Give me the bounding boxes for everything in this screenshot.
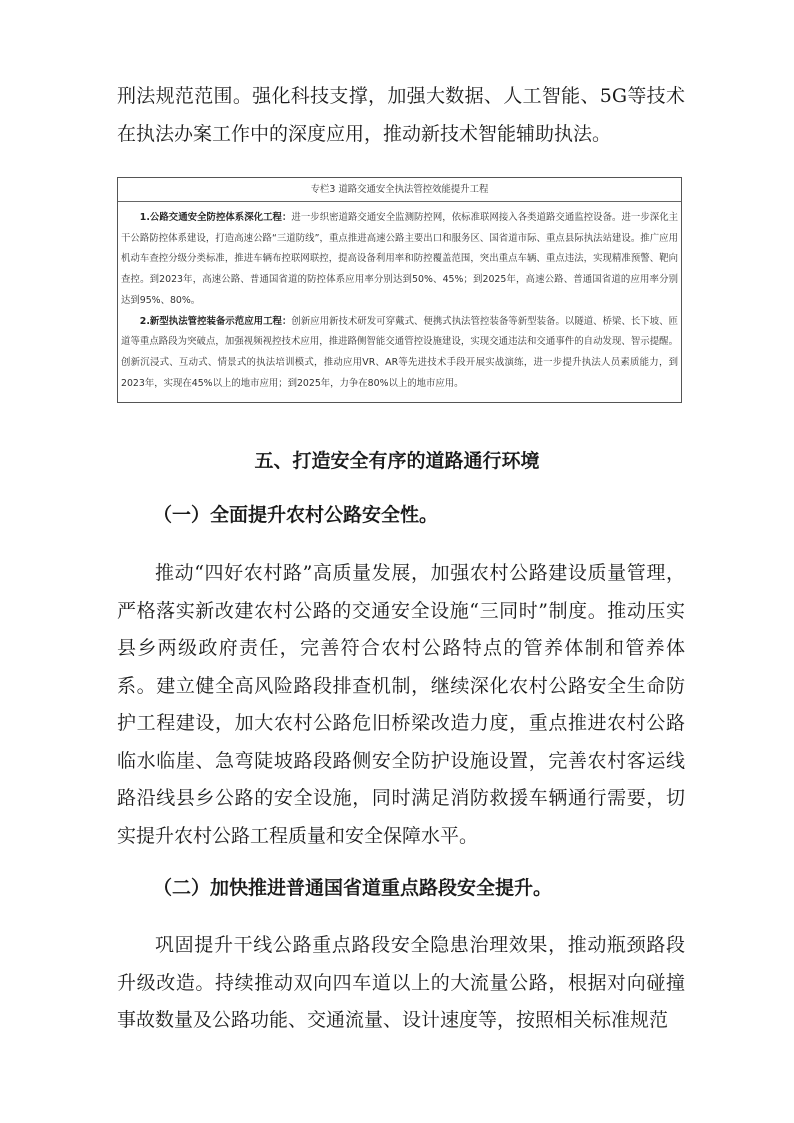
special-column-title: 专栏3 道路交通安全执法管控效能提升工程 — [118, 178, 681, 202]
column-item-1 — [121, 208, 678, 312]
subsection-1-title: （一）全面提升农村公路安全性。 — [153, 504, 439, 526]
column-item-2-heading: 2.新型执法管控装备示范应用工程： — [139, 315, 292, 327]
intro-paragraph: 刑法规范范围。强化科技支撑，加强大数据、人工智能、5G等技术在执法办案工作中的深度应用，推动新技术智能辅助执法。 — [117, 85, 685, 145]
special-column-box — [117, 177, 682, 403]
rural-road-paragraph: 推动“四好农村路”高质量发展，加强农村公路建设质量管理，严格落实新改建农村公路的交通安全设施“三同时”制度。推动压实县乡两级政府责任，完善符合农村公路特点的管养体制和管养体系。建立健全高风险路段排查机制，继续深化农村公路安全生命防护工程建设，加大农村公路危旧桥梁改造力度，重点推进农村公路临水临崖、急弯陡坡路段路侧安全防护设施设置，完善农村客运线路沿线县乡公路的安全设施，同时满足消防救援车辆通行需要，切实提升农村公路工程质量和安全保障水平。 — [117, 562, 685, 847]
column-item-1-heading: 1.公路交通安全防控体系深化工程： — [139, 212, 292, 223]
section-title: 五、打造安全有序的道路通行环境 — [254, 450, 540, 472]
subsection-2-title: （二）加快推进普通国省道重点路段安全提升。 — [153, 877, 553, 899]
column-item-1-text: 进一步织密道路交通安全监测防控网，依标准联网接入各类道路交通监控设备。进一步深化主干公路防控体系建设，打造高速公路“三道防线”，重点推进高速公路主要出口和服务区、国省道市际、重点县际执法站建设。推广应用机动车查控分级分类标准，推进车辆布控联网联控，提高设备利用率和防控覆盖范围，突出重点车辆、重点违法，实现精准预警、靶向查控。到2023年，高速公路、普通国省道的防控体系应用率分别达到50%、45%；到2025年，高速公路、普通国省道的应用率分别达到95%、80%。 — [121, 212, 678, 306]
column-item-2-text: 创新应用新技术研发可穿戴式、便携式执法管控装备等新型装备。以隧道、桥梁、长下坡、匝道等重点路段为突破点，加强视频视控技术应用，推进路侧智能交通管控设施建设，实现交通违法和交通事件的自动发现、智示提醒。创新沉浸式、互动式、情景式的执法培训模式，推动应用VR、AR等先进技术手段开展实战演练，进一步提升执法人员素质能力，到2023年，实现在45%以上的地市应用；到2025年，力争在80%以上的地市应用。 — [121, 315, 678, 389]
trunk-road-paragraph: 巩固提升干线公路重点路段安全隐患治理效果，推动瓶颈路段升级改造。持续推动双向四车道以上的大流量公路，根据对向碰撞事故数量及公路功能、交通流量、设计速度等，按照相关标准规范 — [117, 934, 685, 1031]
special-column-body — [121, 208, 678, 394]
column-item-2 — [121, 312, 678, 395]
